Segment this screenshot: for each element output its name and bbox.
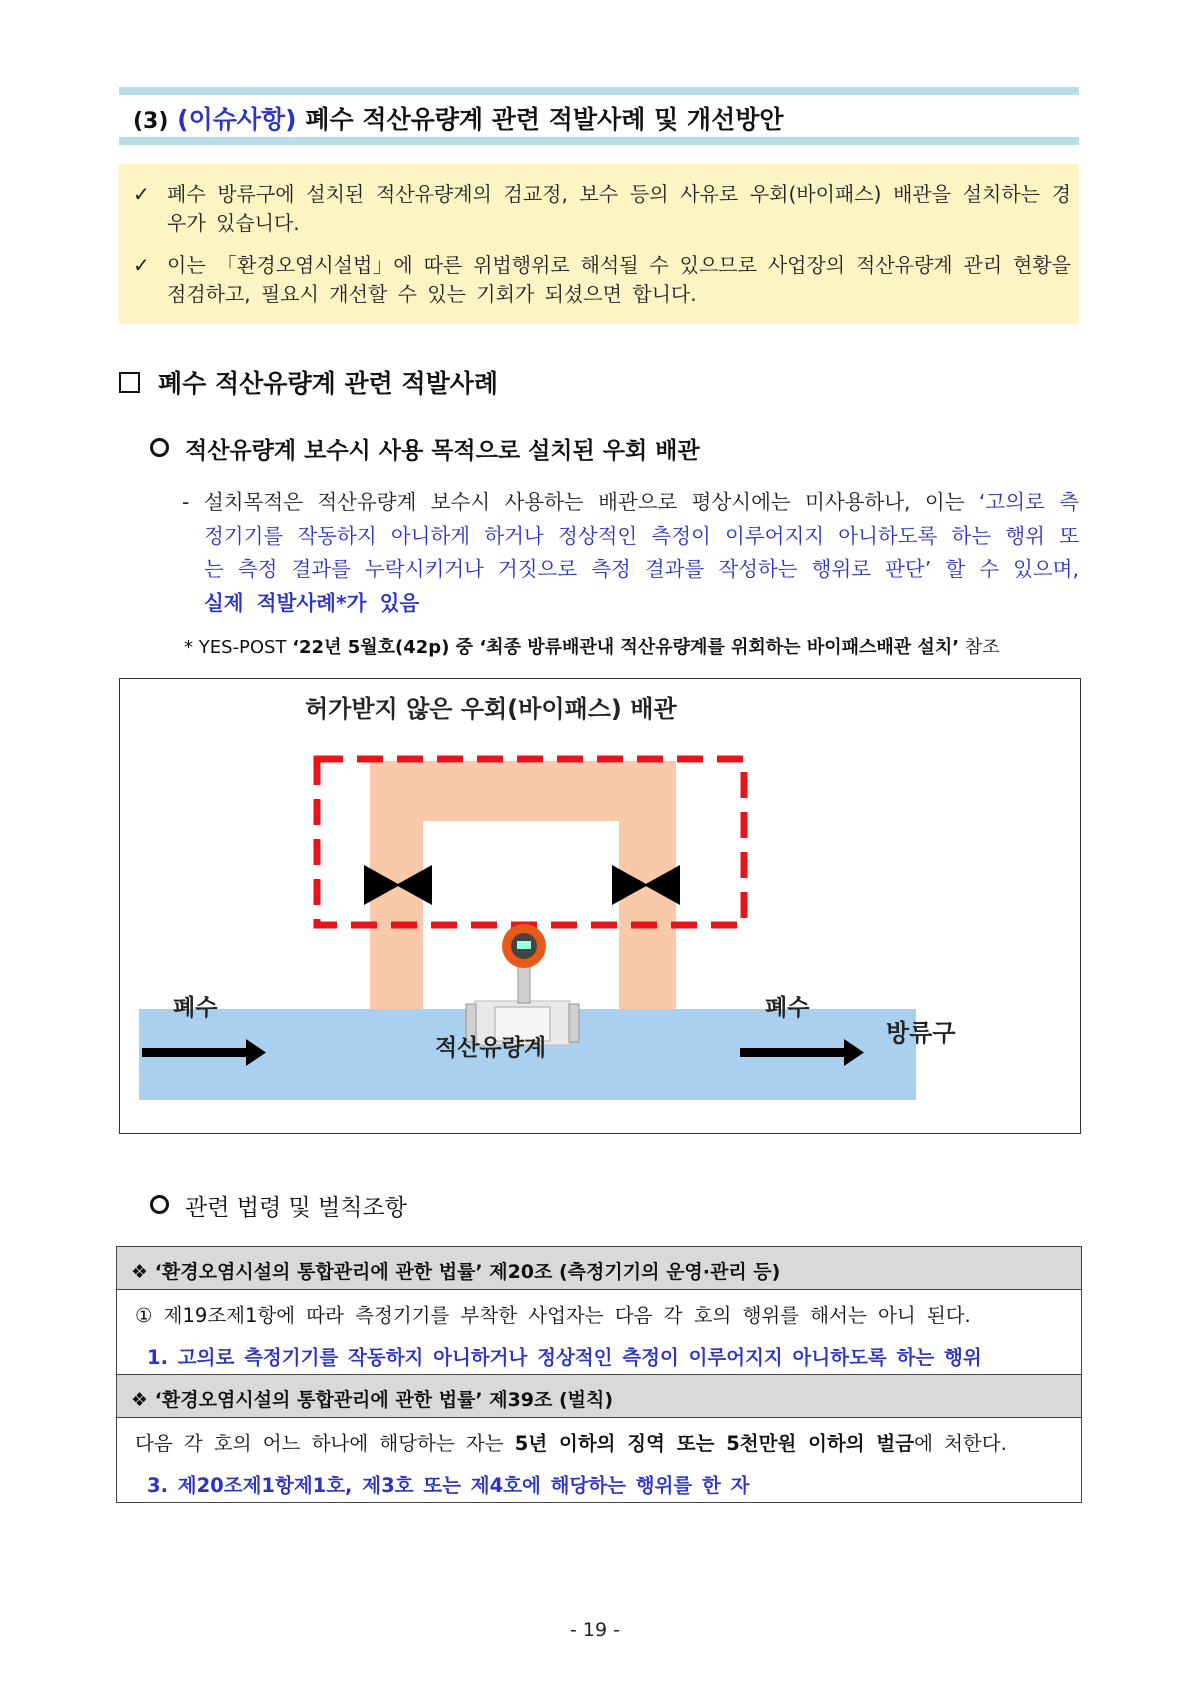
title-number: (3) <box>133 109 169 134</box>
notice-item <box>133 251 1071 309</box>
para-blue-bold: 실제 적발사례*가 있음 <box>204 590 420 615</box>
title-bottom-rule <box>119 137 1079 145</box>
check-icon: ✓ <box>133 253 150 277</box>
reference-note <box>184 633 1000 659</box>
diamond-bullet-icon: ❖ <box>131 1389 149 1411</box>
law-header <box>117 1247 1081 1290</box>
case-description <box>182 486 1079 620</box>
law-header-text: ‘환경오염시설의 통합관리에 관한 법률’ 제20조 (측정기기의 운영·관리 등) <box>154 1261 781 1283</box>
label-wastewater-out: 폐수 <box>765 995 810 1021</box>
subsection-heading-text: 적산유량계 보수시 사용 목적으로 설치된 우회 배관 <box>185 438 700 464</box>
title-text: 폐수 적산유량계 관련 적발사례 및 개선방안 <box>305 105 784 134</box>
law-row-text: 에 처한다. <box>914 1432 1007 1455</box>
law-row-text: 1. 고의로 측정기기를 작동하지 아니하거나 정상적인 측정이 이루어지지 아니하도록 하는 행위 <box>147 1346 982 1369</box>
subsection-heading <box>150 1189 407 1222</box>
law-header <box>117 1374 1081 1418</box>
check-icon: ✓ <box>133 182 150 206</box>
label-outlet: 방류구 <box>886 1019 956 1047</box>
notice-item-text: 폐수 방류구에 설치된 적산유량계의 검교정, 보수 등의 사유로 우회(바이패스) 배관을 설치하는 경우가 있습니다. <box>167 182 1071 235</box>
para-plain: 설치목적은 적산유량계 보수시 사용하는 배관으로 평상시에는 미사용하나, 이는 <box>204 490 979 514</box>
law-row <box>117 1460 1081 1502</box>
notice-box <box>119 164 1079 324</box>
law-header-text: ‘환경오염시설의 통합관리에 관한 법률’ 제39조 (벌칙) <box>154 1389 614 1411</box>
subsection-heading <box>150 432 700 465</box>
diamond-bullet-icon: ❖ <box>131 1261 149 1283</box>
circle-bullet-icon <box>150 438 169 457</box>
law-row <box>117 1290 1081 1332</box>
label-wastewater-in: 폐수 <box>173 995 218 1021</box>
law-row-text: 다음 각 호의 어느 하나에 해당하는 자는 <box>135 1432 515 1455</box>
law-table <box>116 1246 1082 1503</box>
page-number: - 19 - <box>570 1619 620 1641</box>
para-blue: ‘고의로 측정기기를 작동하지 아니하게 하거나 정상적인 측정이 이루어지지 아니하도록 하는 행위 또는 측정 결과를 누락시키거나 거짓으로 측정 결과를 작성하는 행위로 판단’ 할 수 있으며, <box>204 490 1079 581</box>
square-bullet-icon <box>119 372 140 393</box>
ref-suffix: 참조 <box>959 637 1000 658</box>
law-row <box>117 1332 1081 1374</box>
subsection-heading-text: 관련 법령 및 벌칙조항 <box>185 1195 407 1221</box>
case-description-text <box>204 486 1079 620</box>
notice-item <box>133 180 1071 238</box>
notice-item-text: 이는 「환경오염시설법」에 따른 위법행위로 해석될 수 있으므로 사업장의 적산유량계 관리 현황을 점검하고, 필요시 개선할 수 있는 기회가 되셨으면 합니다. <box>167 253 1071 306</box>
ref-prefix: * YES-POST <box>184 637 293 658</box>
section-title-band <box>119 87 1079 145</box>
section-heading <box>119 364 498 400</box>
law-row-text: 3. 제20조제1항제1호, 제3호 또는 제4호에 해당하는 행위를 한 자 <box>147 1474 750 1497</box>
dash-bullet: - <box>182 490 190 514</box>
law-row-text: ① 제19조제1항에 따라 측정기기를 부착한 사업자는 다음 각 호의 행위를 해서는 아니 된다. <box>135 1304 971 1327</box>
page-title <box>133 100 784 136</box>
circle-bullet-icon <box>150 1195 169 1214</box>
penalty-text: 5년 이하의 징역 또는 5천만원 이하의 벌금 <box>514 1432 915 1455</box>
ref-title: ‘22년 5월호(42p) 중 ‘최종 방류배관내 적산유량계를 위회하는 바이패스배관 설치’ <box>292 637 960 658</box>
section-heading-text: 폐수 적산유량계 관련 적발사례 <box>158 369 499 398</box>
diagram-title: 허가받지 않은 우회(바이패스) 배관 <box>305 695 677 723</box>
law-row <box>117 1418 1081 1460</box>
title-tag: (이슈사항) <box>177 105 297 134</box>
label-flow-meter: 적산유량계 <box>435 1035 547 1061</box>
title-top-rule <box>119 87 1079 95</box>
bypass-diagram <box>119 678 1081 1134</box>
